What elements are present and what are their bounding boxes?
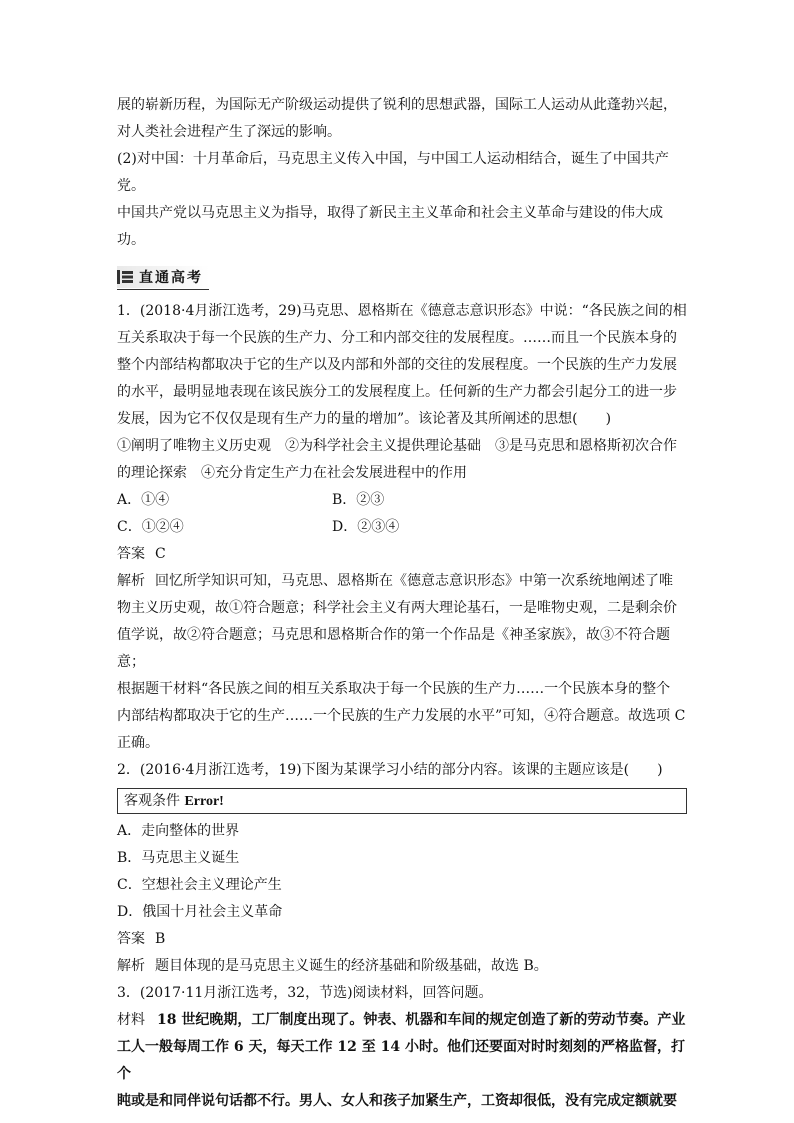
q2-box-error: Error! xyxy=(184,794,224,809)
q3-material-line xyxy=(117,1007,687,1034)
q2-answer-label: 答案 xyxy=(117,931,145,947)
q2-box-text: 客观条件 xyxy=(124,793,180,809)
q1-line: 整个内部结构都取决于它的生产以及内部和外部的交往的发展程度。一个民族的生产力发展 xyxy=(117,357,677,373)
q1-analysis-line: 值学说，故②符合题意；马克思和恩格斯合作的第一个作品是《神圣家族》，故③不符合题意； xyxy=(117,627,670,670)
q2-figure-box xyxy=(117,788,687,814)
q1-line: 发展，因为它不仅仅是现有生产力的量的增加”。该论著及其所阐述的思想( ) xyxy=(117,411,612,427)
q1-option-a: A．①④ xyxy=(117,492,170,508)
q1-line: 的理论探索 ④充分肯定生产力在社会发展进程中的作用 xyxy=(117,465,467,481)
q2-analysis xyxy=(117,953,687,980)
q1-analysis-line: 正确。 xyxy=(117,735,159,751)
q1-options-row-1 xyxy=(117,487,687,514)
q3-material-line: 工人一般每周工作 6 天，每天工作 12 至 14 小时。他们还要面对时时刻刻的严格监督，打个 xyxy=(117,1039,685,1082)
q1-answer xyxy=(117,541,687,568)
q1-analysis-label: 解析 xyxy=(117,573,145,589)
q2-analysis-text: 题目体现的是马克思主义诞生的经济基础和阶级基础，故选 B。 xyxy=(155,958,548,974)
question-2 xyxy=(117,757,687,980)
q1-options-row-2 xyxy=(117,514,687,541)
section-title: 直通高考 xyxy=(139,270,203,286)
question-1 xyxy=(117,298,687,757)
q1-analysis-text: 回忆所学知识可知，马克思、恩格斯在《德意志意识形态》中第一次系统地阐述了唯 xyxy=(155,573,673,589)
q1-option-b: B．②③ xyxy=(332,492,385,508)
q2-option-d: D．俄国十月社会主义革命 xyxy=(117,904,283,920)
q1-analysis-line: 内部结构都取决于它的生产……一个民族的生产力发展的水平”可知，④符合题意。故选项 C xyxy=(117,708,686,724)
q3-material-text: 18 世纪晚期，工厂制度出现了。钟表、机器和车间的规定创造了新的劳动节奏。产业 xyxy=(157,1012,686,1028)
q1-analysis-line: 根据题干材料“各民族之间的相互关系取决于每一个民族的生产力……一个民族本身的整个 xyxy=(117,681,671,697)
q1-answer-value: C xyxy=(155,546,166,562)
section-bars-icon xyxy=(117,270,133,284)
q3-material-label: 材料 xyxy=(117,1012,145,1028)
intro-line-3: (2)对中国：十月革命后，马克思主义传入中国，与中国工人运动相结合，诞生了中国共产党。 xyxy=(117,151,669,194)
q1-line: ①阐明了唯物主义历史观 ②为科学社会主义提供理论基础 ③是马克思和恩格斯初次合作 xyxy=(117,438,677,454)
q1-analysis-line xyxy=(117,568,687,595)
q2-option-b: B．马克思主义诞生 xyxy=(117,850,240,866)
q1-option-d: D．②③④ xyxy=(332,519,400,535)
q1-analysis-line: 物主义历史观，故①符合题意；科学社会主义有两大理论基石，一是唯物史观，二是剩余价 xyxy=(117,600,677,616)
q2-option-a: A．走向整体的世界 xyxy=(117,823,240,839)
section-header xyxy=(117,262,687,292)
intro-line-1: 展的崭新历程，为国际无产阶级运动提供了锐利的思想武器，国际工人运动从此蓬勃兴起， xyxy=(117,97,677,113)
section-underline xyxy=(117,289,209,290)
q3-stem: 3．(2017·11月浙江选考，32，节选)阅读材料，回答问题。 xyxy=(117,985,493,1001)
q2-answer xyxy=(117,926,687,953)
q1-line: 互关系取决于每一个民族的生产力、分工和内部交往的发展程度。……而且一个民族本身的 xyxy=(117,330,677,346)
intro-line-2: 对人类社会进程产生了深远的影响。 xyxy=(117,124,341,140)
q1-option-c: C．①②④ xyxy=(117,519,184,535)
document-content xyxy=(117,92,687,1115)
intro-line-4: 中国共产党以马克思主义为指导，取得了新民主主义革命和社会主义革命与建设的伟大成功。 xyxy=(117,205,663,248)
q2-stem: 2．(2016·4月浙江选考，19)下图为某课学习小结的部分内容。该课的主题应该是( ) xyxy=(117,762,663,778)
q3-material-line: 盹或是和同伴说句话都不行。男人、女人和孩子加紧生产，工资却很低，没有完成定额就要 xyxy=(117,1093,677,1109)
q2-option-c: C．空想社会主义理论产生 xyxy=(117,877,282,893)
question-3 xyxy=(117,980,687,1115)
q2-analysis-label: 解析 xyxy=(117,958,145,974)
q1-line: 的水平，最明显地表现在该民族分工的发展程度上。任何新的生产力都会引起分工的进一步 xyxy=(117,384,677,400)
q2-answer-value: B xyxy=(155,931,166,947)
q1-line: 1．(2018·4月浙江选考，29)马克思、恩格斯在《德意志意识形态》中说：“各民族之间的相 xyxy=(117,303,687,319)
q1-answer-label: 答案 xyxy=(117,546,145,562)
